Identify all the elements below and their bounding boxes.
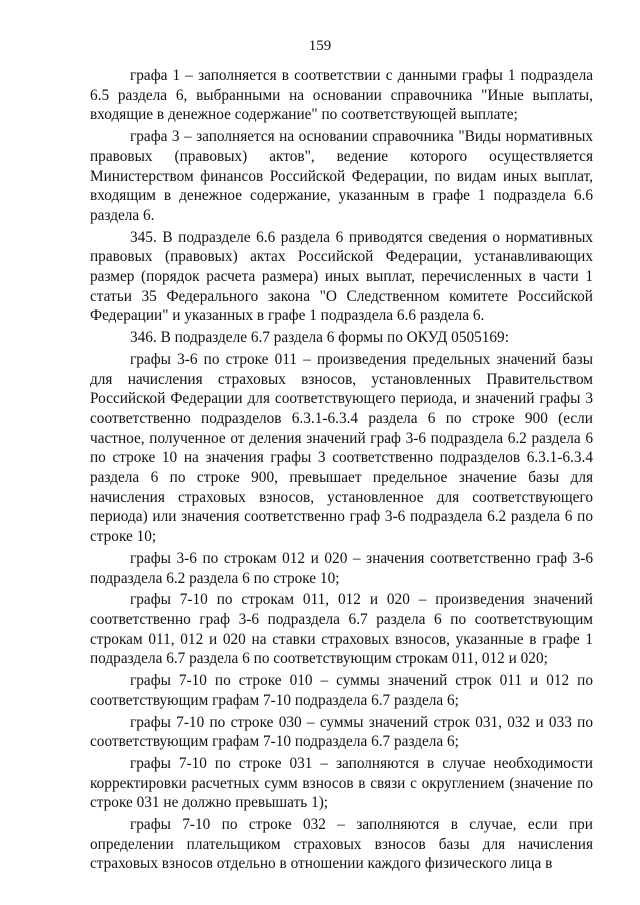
paragraph-grafy-7-10-line-031: графы 7-10 по строке 031 – заполняются в случае необходимости корректировки расчетных сумм взносов в связи с округлением (значение по строке 031 не должно превышать 1); [90,754,593,812]
paragraph-grafy-7-10-lines-011-012-020: графы 7-10 по строкам 011, 012 и 020 – произведения значений соответственно граф 3-6 подраздела 6.7 раздела 6 по соответствующим строкам 011, 012 и 020 на ставки страховых взносов, указанные в графе 1 подраздела 6.7 раздела 6 по соответствующим строкам 011, 012 и 020; [90,591,593,668]
paragraph-item-345: 345. В подразделе 6.6 раздела 6 приводятся сведения о нормативных правовых (правовых) актах Российской Федерации, устанавливающих размер (порядок расчета размера) иных выплат, перечисленных в части 1 статьи 35 Федерального закона "О Следственном комитете Российской Федерации" и указанных в графе 1 подраздела 6.6 раздела 6. [90,228,593,325]
paragraph-grafy-3-6-line-011: графы 3-6 по строке 011 – произведения предельных значений базы для начисления страховых взносов, установленных Правительством Российской Федерации для соответствующего периода, и значений графы 3 соответственно подразделов 6.3.1-6.3.4 раздела 6 по строке 900 (если частное, полученное от деления значений граф 3-6 подраздела 6.2 раздела 6 по строке 10 на значения графы 3 соответственно подразделов 6.3.1-6.3.4 раздела 6 по строке 900, превышает предельное значение базы для начисления страховых взносов, установленное для соответствующего периода) или значения соответственно граф 3-6 подраздела 6.2 раздела 6 по строке 10; [90,350,593,546]
paragraph-grafy-7-10-line-030: графы 7-10 по строке 030 – суммы значений строк 031, 032 и 033 по соответствующим графам 7-10 подраздела 6.7 раздела 6; [90,713,593,751]
document-body [90,66,593,874]
paragraph-grafa-1: графа 1 – заполняется в соответствии с данными графы 1 подраздела 6.5 раздела 6, выбранными на основании справочника "Иные выплаты, входящие в денежное содержание" по соответствующей выплате; [90,67,593,124]
page-number: 159 [308,38,332,54]
paragraph-grafy-7-10-line-010: графы 7-10 по строке 010 – суммы значений строк 011 и 012 по соответствующим графам 7-10 подраздела 6.7 раздела 6; [90,672,593,709]
paragraph-grafy-7-10-line-032: графы 7-10 по строке 032 – заполняются в случае, если при определении плательщиком страховых взносов базы для начисления страховых взносов отдельно в отношении каждого физического лица в [90,816,593,873]
paragraph-grafa-3: графа 3 – заполняется на основании справочника "Виды нормативных правовых (правовых) актов", ведение которого осуществляется Министерством финансов Российской Федерации, по видам иных выплат, входящим в денежное содержание, указанным в графе 1 подраздела 6.6 раздела 6. [90,128,593,224]
paragraph-grafy-3-6-lines-012-020: графы 3-6 по строкам 012 и 020 – значения соответственно граф 3-6 подраздела 6.2 раздела 6 по строке 10; [90,549,593,587]
paragraph-item-346: 346. В подразделе 6.7 раздела 6 формы по ОКУД 0505169: [130,329,509,347]
